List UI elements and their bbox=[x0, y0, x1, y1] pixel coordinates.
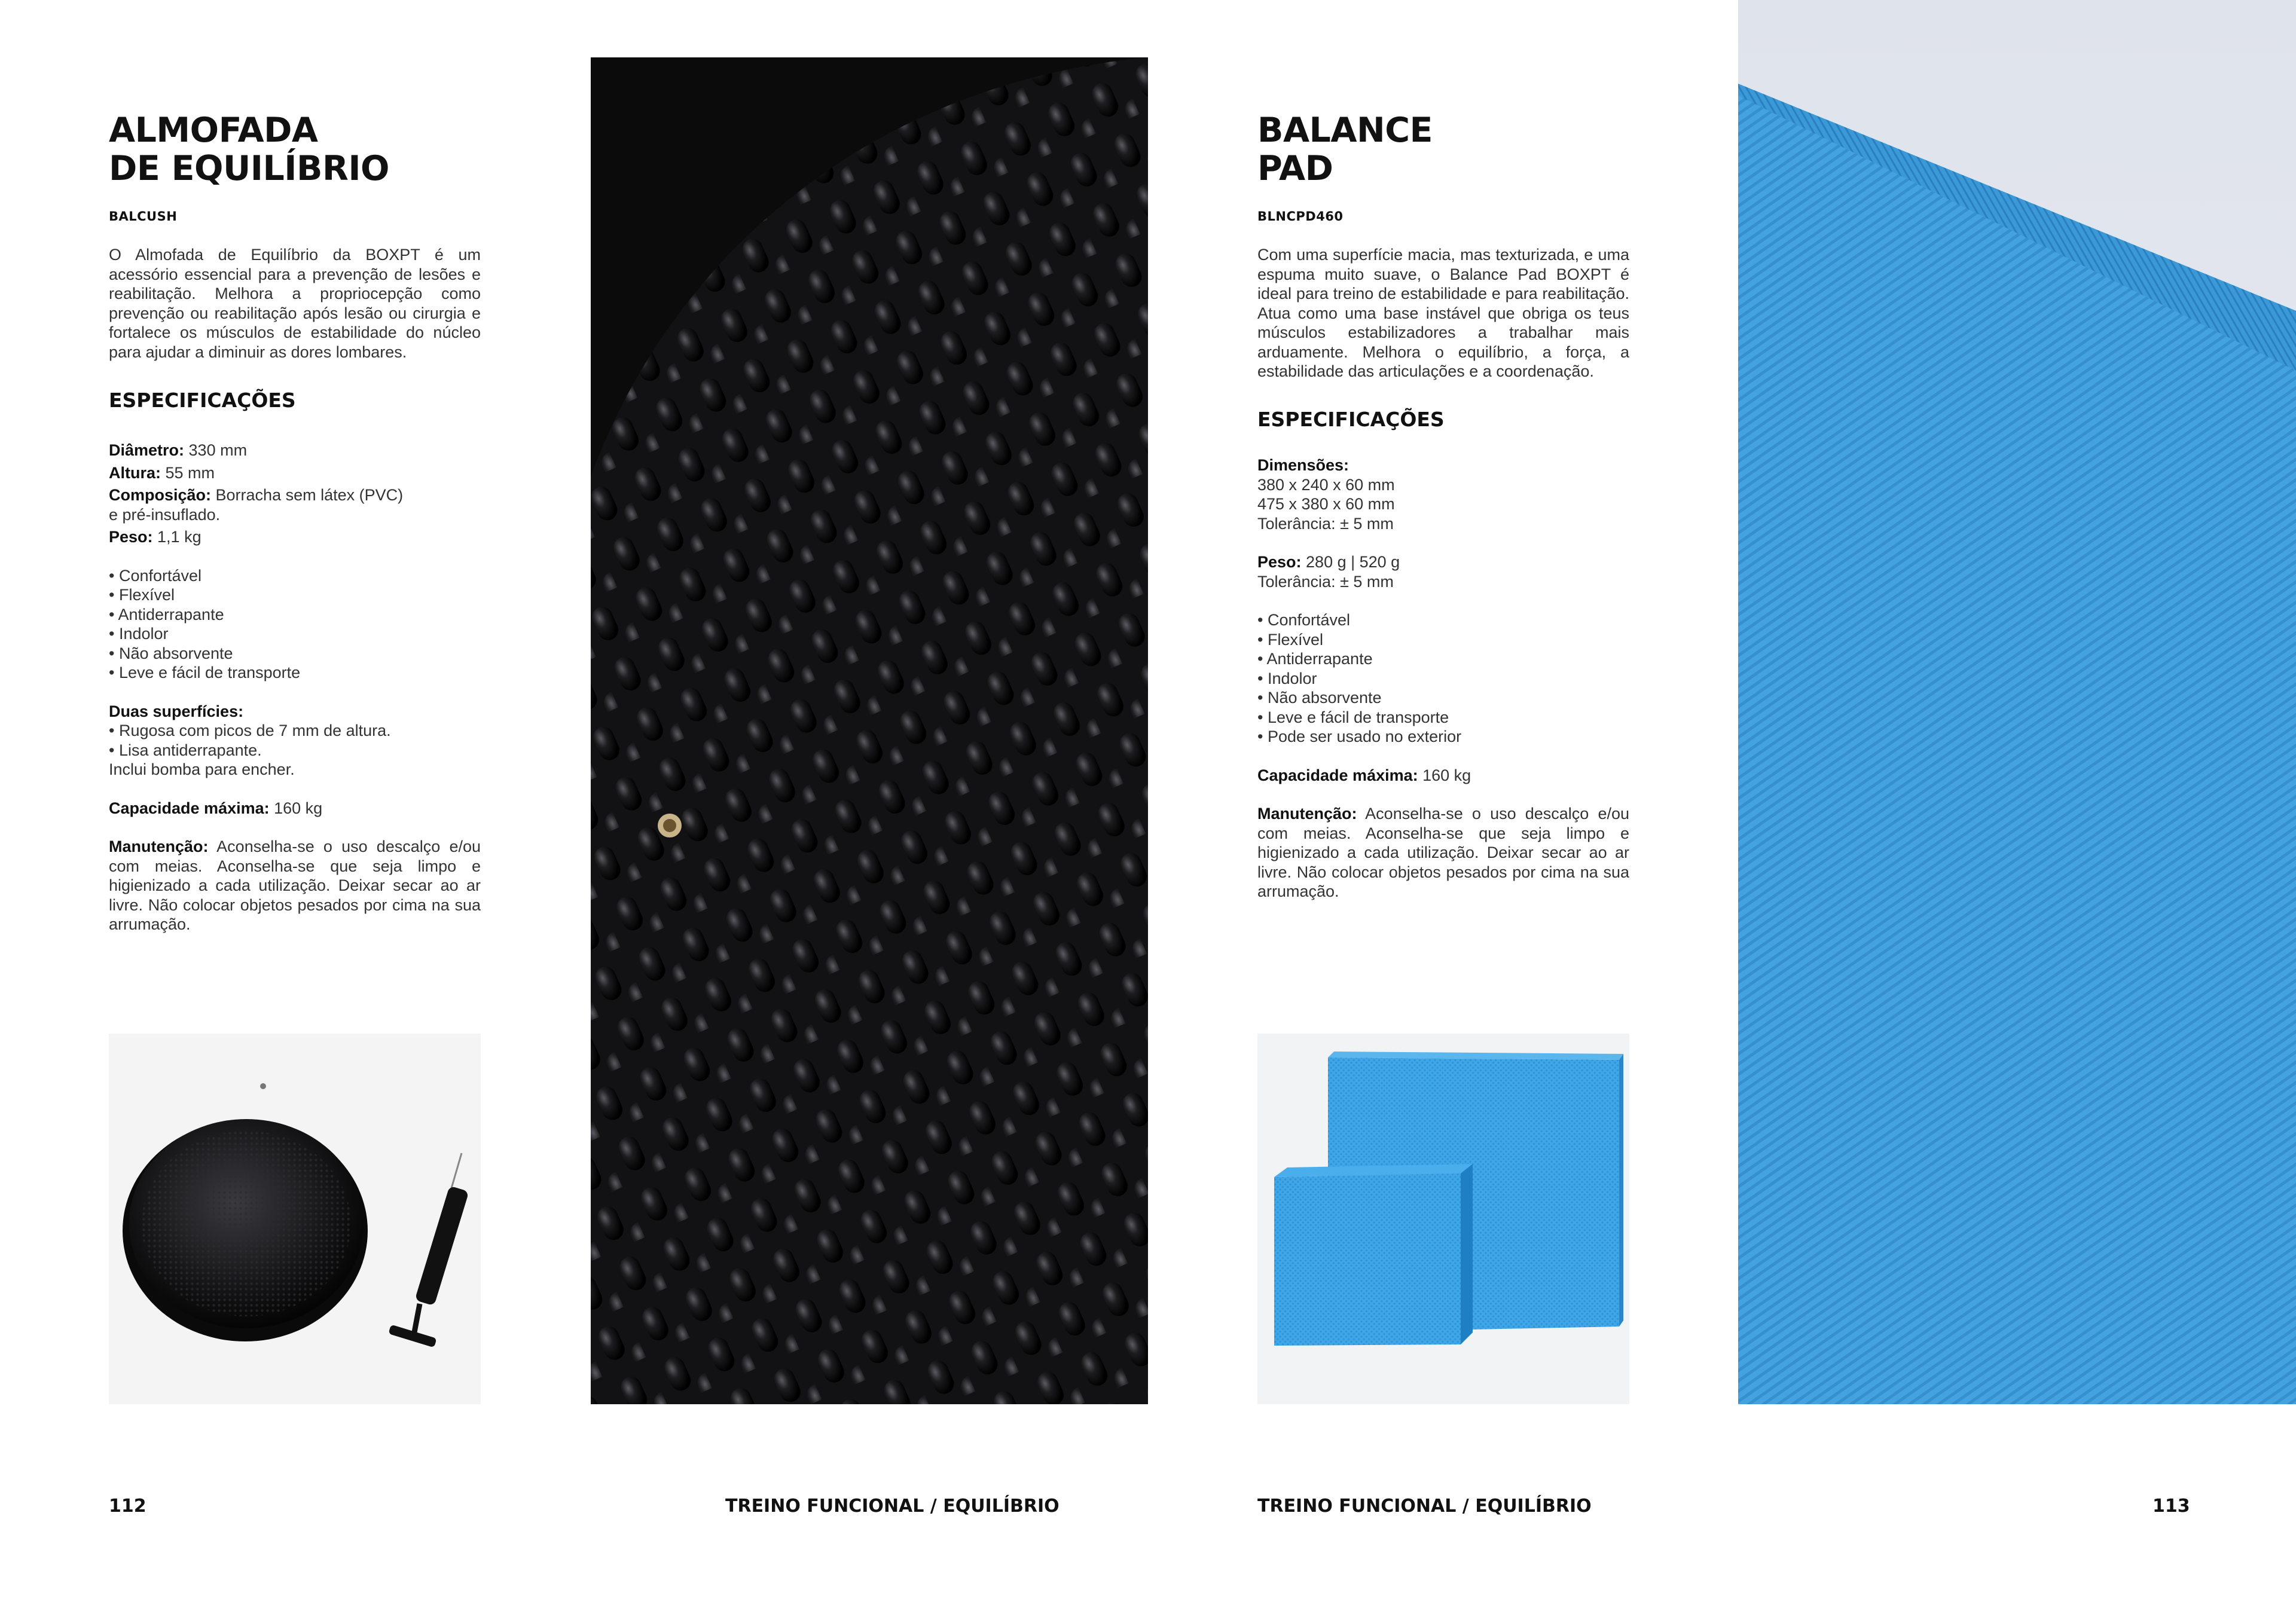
right-spec-list bbox=[1257, 456, 1640, 901]
left-capacity: Capacidade máxima: 160 kg bbox=[109, 799, 323, 817]
surfaces-block bbox=[109, 702, 491, 780]
feature-item: • Leve e fácil de transporte bbox=[1257, 708, 1449, 726]
right-maintenance: Manutenção: Aconselha-se o uso descalço e/ou com meias. Aconselha-se que seja limpo e higienizado a cada utilização. Deixar secar ao ar livre. Não colocar objetos pesados por cima na sua arrumação. bbox=[1257, 805, 1629, 900]
left-spec-list bbox=[109, 441, 491, 934]
left-product-code: BALCUSH bbox=[109, 209, 178, 224]
left-product-title bbox=[109, 111, 389, 188]
spec-height: Altura: 55 mm bbox=[109, 463, 215, 482]
left-feature-list bbox=[109, 566, 491, 683]
blue-texture bbox=[1738, 0, 2296, 1404]
feature-item: • Indolor bbox=[109, 625, 169, 643]
surface-item: Inclui bomba para encher. bbox=[109, 760, 295, 778]
surface-item: • Rugosa com picos de 7 mm de altura. bbox=[109, 722, 391, 739]
left-maintenance: Manutenção: Aconselha-se o uso descalço e/ou com meias. Aconselha-se que seja limpo e higienizado a cada utilização. Deixar secar ao ar livre. Não colocar objetos pesados por cima na sua arrumação. bbox=[109, 838, 481, 933]
cushion-spikes-closeup-photo bbox=[591, 57, 1148, 1404]
balance-pad-texture-closeup-photo bbox=[1738, 0, 2296, 1404]
left-description: O Almofada de Equilíbrio da BOXPT é um acessório essencial para a prevenção de lesões e reabilitação. Melhora a propriocepção como prevenção ou reabilitação após lesão ou cirurgia e fortalece os músculos de estabilidade do núcleo para ajudar a diminuir as dores lombares. bbox=[109, 246, 481, 361]
right-product-title bbox=[1257, 111, 1433, 188]
feature-item: • Pode ser usado no exterior bbox=[1257, 728, 1462, 745]
right-weight: Peso: 280 g | 520 g bbox=[1257, 553, 1400, 571]
right-capacity: Capacidade máxima: 160 kg bbox=[1257, 766, 1471, 784]
spec-diameter: Diâmetro: 330 mm bbox=[109, 441, 248, 459]
spec-weight: Peso: 1,1 kg bbox=[109, 528, 201, 546]
right-title-line1: BALANCE bbox=[1257, 111, 1433, 150]
left-spec-heading: ESPECIFICAÇÕES bbox=[109, 389, 296, 412]
balance-cushion-photo bbox=[109, 1034, 481, 1404]
spec-composition-cont: e pré-insuflado. bbox=[109, 505, 221, 524]
left-title-line1: ALMOFADA bbox=[109, 111, 318, 150]
surfaces-label: Duas superfícies: bbox=[109, 702, 244, 720]
surface-item: • Lisa antiderrapante. bbox=[109, 741, 262, 759]
right-weight-tolerance: Tolerância: ± 5 mm bbox=[1257, 572, 1394, 591]
right-footer-section: TREINO FUNCIONAL / EQUILÍBRIO bbox=[1257, 1496, 1592, 1517]
right-spec-heading: ESPECIFICAÇÕES bbox=[1257, 408, 1445, 431]
left-footer-section: TREINO FUNCIONAL / EQUILÍBRIO bbox=[725, 1496, 1060, 1517]
dimension-item: 380 x 240 x 60 mm bbox=[1257, 475, 1395, 494]
balance-pad-illustration bbox=[1257, 1034, 1629, 1404]
feature-item: • Flexível bbox=[109, 586, 175, 604]
feature-item: • Antiderrapante bbox=[1257, 650, 1373, 668]
dimensions-label: Dimensões: bbox=[1257, 456, 1349, 474]
dimension-item: 475 x 380 x 60 mm bbox=[1257, 495, 1395, 513]
right-description: Com uma superfície macia, mas texturizada, e uma espuma muito suave, o Balance Pad BOXPT é ideal para treino de estabilidade e para reabilitação. Atua como uma base instável que obriga os teus músculos estabilizadores a trabalhar mais arduamente. Melhora o equilíbrio, a força, a estabilidade das articulações e a coordenação. bbox=[1257, 246, 1629, 380]
feature-item: • Indolor bbox=[1257, 669, 1317, 687]
feature-item: • Não absorvente bbox=[1257, 689, 1382, 707]
balance-cushion-illustration bbox=[109, 1034, 481, 1404]
spikes-texture bbox=[591, 57, 1148, 1404]
right-title-line2: PAD bbox=[1257, 149, 1333, 188]
feature-item: • Confortável bbox=[109, 566, 202, 585]
feature-item: • Flexível bbox=[1257, 630, 1323, 649]
feature-item: • Confortável bbox=[1257, 611, 1351, 629]
right-product-code: BLNCPD460 bbox=[1257, 209, 1344, 224]
spec-composition: Composição: Borracha sem látex (PVC) bbox=[109, 486, 404, 504]
feature-item: • Não absorvente bbox=[109, 644, 233, 662]
right-page-number: 113 bbox=[2152, 1496, 2190, 1517]
dimension-item: Tolerância: ± 5 mm bbox=[1257, 514, 1394, 533]
right-feature-list bbox=[1257, 610, 1640, 747]
balance-pad-photo bbox=[1257, 1034, 1629, 1404]
left-title-line2: DE EQUILÍBRIO bbox=[109, 149, 390, 188]
feature-item: • Leve e fácil de transporte bbox=[109, 664, 301, 681]
feature-item: • Antiderrapante bbox=[109, 605, 224, 623]
left-page-number: 112 bbox=[109, 1496, 146, 1517]
